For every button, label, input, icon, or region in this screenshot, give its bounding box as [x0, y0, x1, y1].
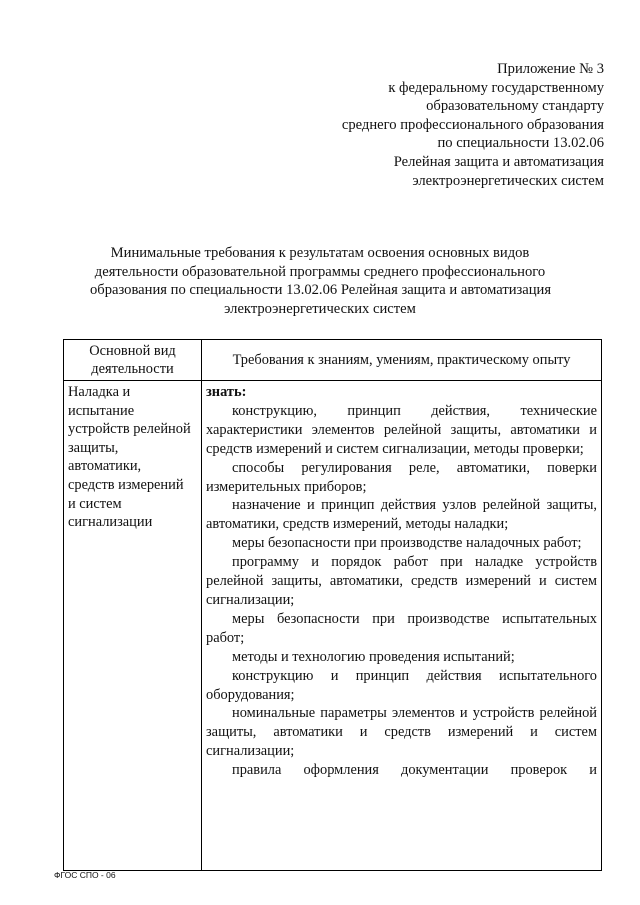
header-line: Основной вид	[89, 342, 176, 359]
appendix-line: образовательному стандарту	[426, 98, 604, 115]
activity-line: сигнализации	[68, 514, 153, 531]
activity-line: и систем	[68, 495, 122, 512]
activity-cell	[64, 381, 202, 871]
activity-line: автоматики,	[68, 458, 142, 475]
activity-line: устройств релейной	[68, 421, 191, 438]
appendix-line: к федеральному государственному	[388, 79, 604, 96]
document-title	[90, 244, 550, 318]
title-line: образования по специальности 13.02.06 Релейная защита и автоматизация	[90, 282, 552, 299]
activity-column-header	[64, 340, 202, 381]
table-row	[64, 381, 602, 871]
header-line: деятельности	[91, 361, 174, 377]
requirement-item: конструкцию, принцип действия, технические характеристики элементов релейной защиты, автоматики и средств измерений и систем сигнализации, методы проверки;	[206, 402, 597, 457]
requirement-item: конструкцию и принцип действия испытательного оборудования;	[206, 667, 597, 703]
know-label: знать:	[206, 384, 247, 400]
title-line: Минимальные требования к результатам освоения основных видов	[110, 245, 530, 261]
requirement-item: правила оформления документации проверок и	[232, 762, 597, 779]
requirements-cell	[202, 381, 602, 871]
requirement-item: меры безопасности при производстве испытательных работ;	[206, 610, 597, 646]
appendix-line: по специальности 13.02.06	[437, 135, 604, 152]
activity-line: защиты,	[68, 439, 119, 456]
title-line: деятельности образовательной программы среднего профессионального	[94, 263, 546, 280]
activity-line: испытание	[68, 402, 135, 419]
activity-line: средств измерений	[68, 476, 184, 493]
requirements-column-header: Требования к знаниям, умениям, практическому опыту	[202, 340, 602, 381]
title-line: электроэнергетических систем	[224, 300, 416, 317]
activity-line: Наладка и	[68, 384, 131, 400]
requirement-item: номинальные параметры элементов и устройств релейной защиты, автоматики и средств измерений и систем сигнализации;	[206, 705, 597, 760]
appendix-note	[264, 60, 604, 190]
table-header-row	[64, 340, 602, 381]
footer-code: ФГОС СПО - 06	[54, 870, 116, 880]
appendix-line: Приложение № 3	[497, 61, 604, 77]
appendix-line: Релейная защита и автоматизация	[393, 153, 604, 170]
appendix-line: электроэнергетических систем	[412, 172, 604, 189]
requirement-item: способы регулирования реле, автоматики, поверки измерительных приборов;	[206, 459, 597, 495]
requirement-item: меры безопасности при производстве наладочных работ;	[232, 535, 582, 552]
appendix-line: среднего профессионального образования	[341, 116, 604, 133]
requirement-item: назначение и принцип действия узлов релейной защиты, автоматики, средств измерений, методы наладки;	[206, 497, 597, 533]
requirement-item: программу и порядок работ при наладке устройств релейной защиты, автоматики, средств измерений и систем сигнализации;	[206, 554, 597, 608]
requirement-item: методы и технологию проведения испытаний;	[232, 648, 515, 665]
requirements-table	[63, 339, 602, 871]
